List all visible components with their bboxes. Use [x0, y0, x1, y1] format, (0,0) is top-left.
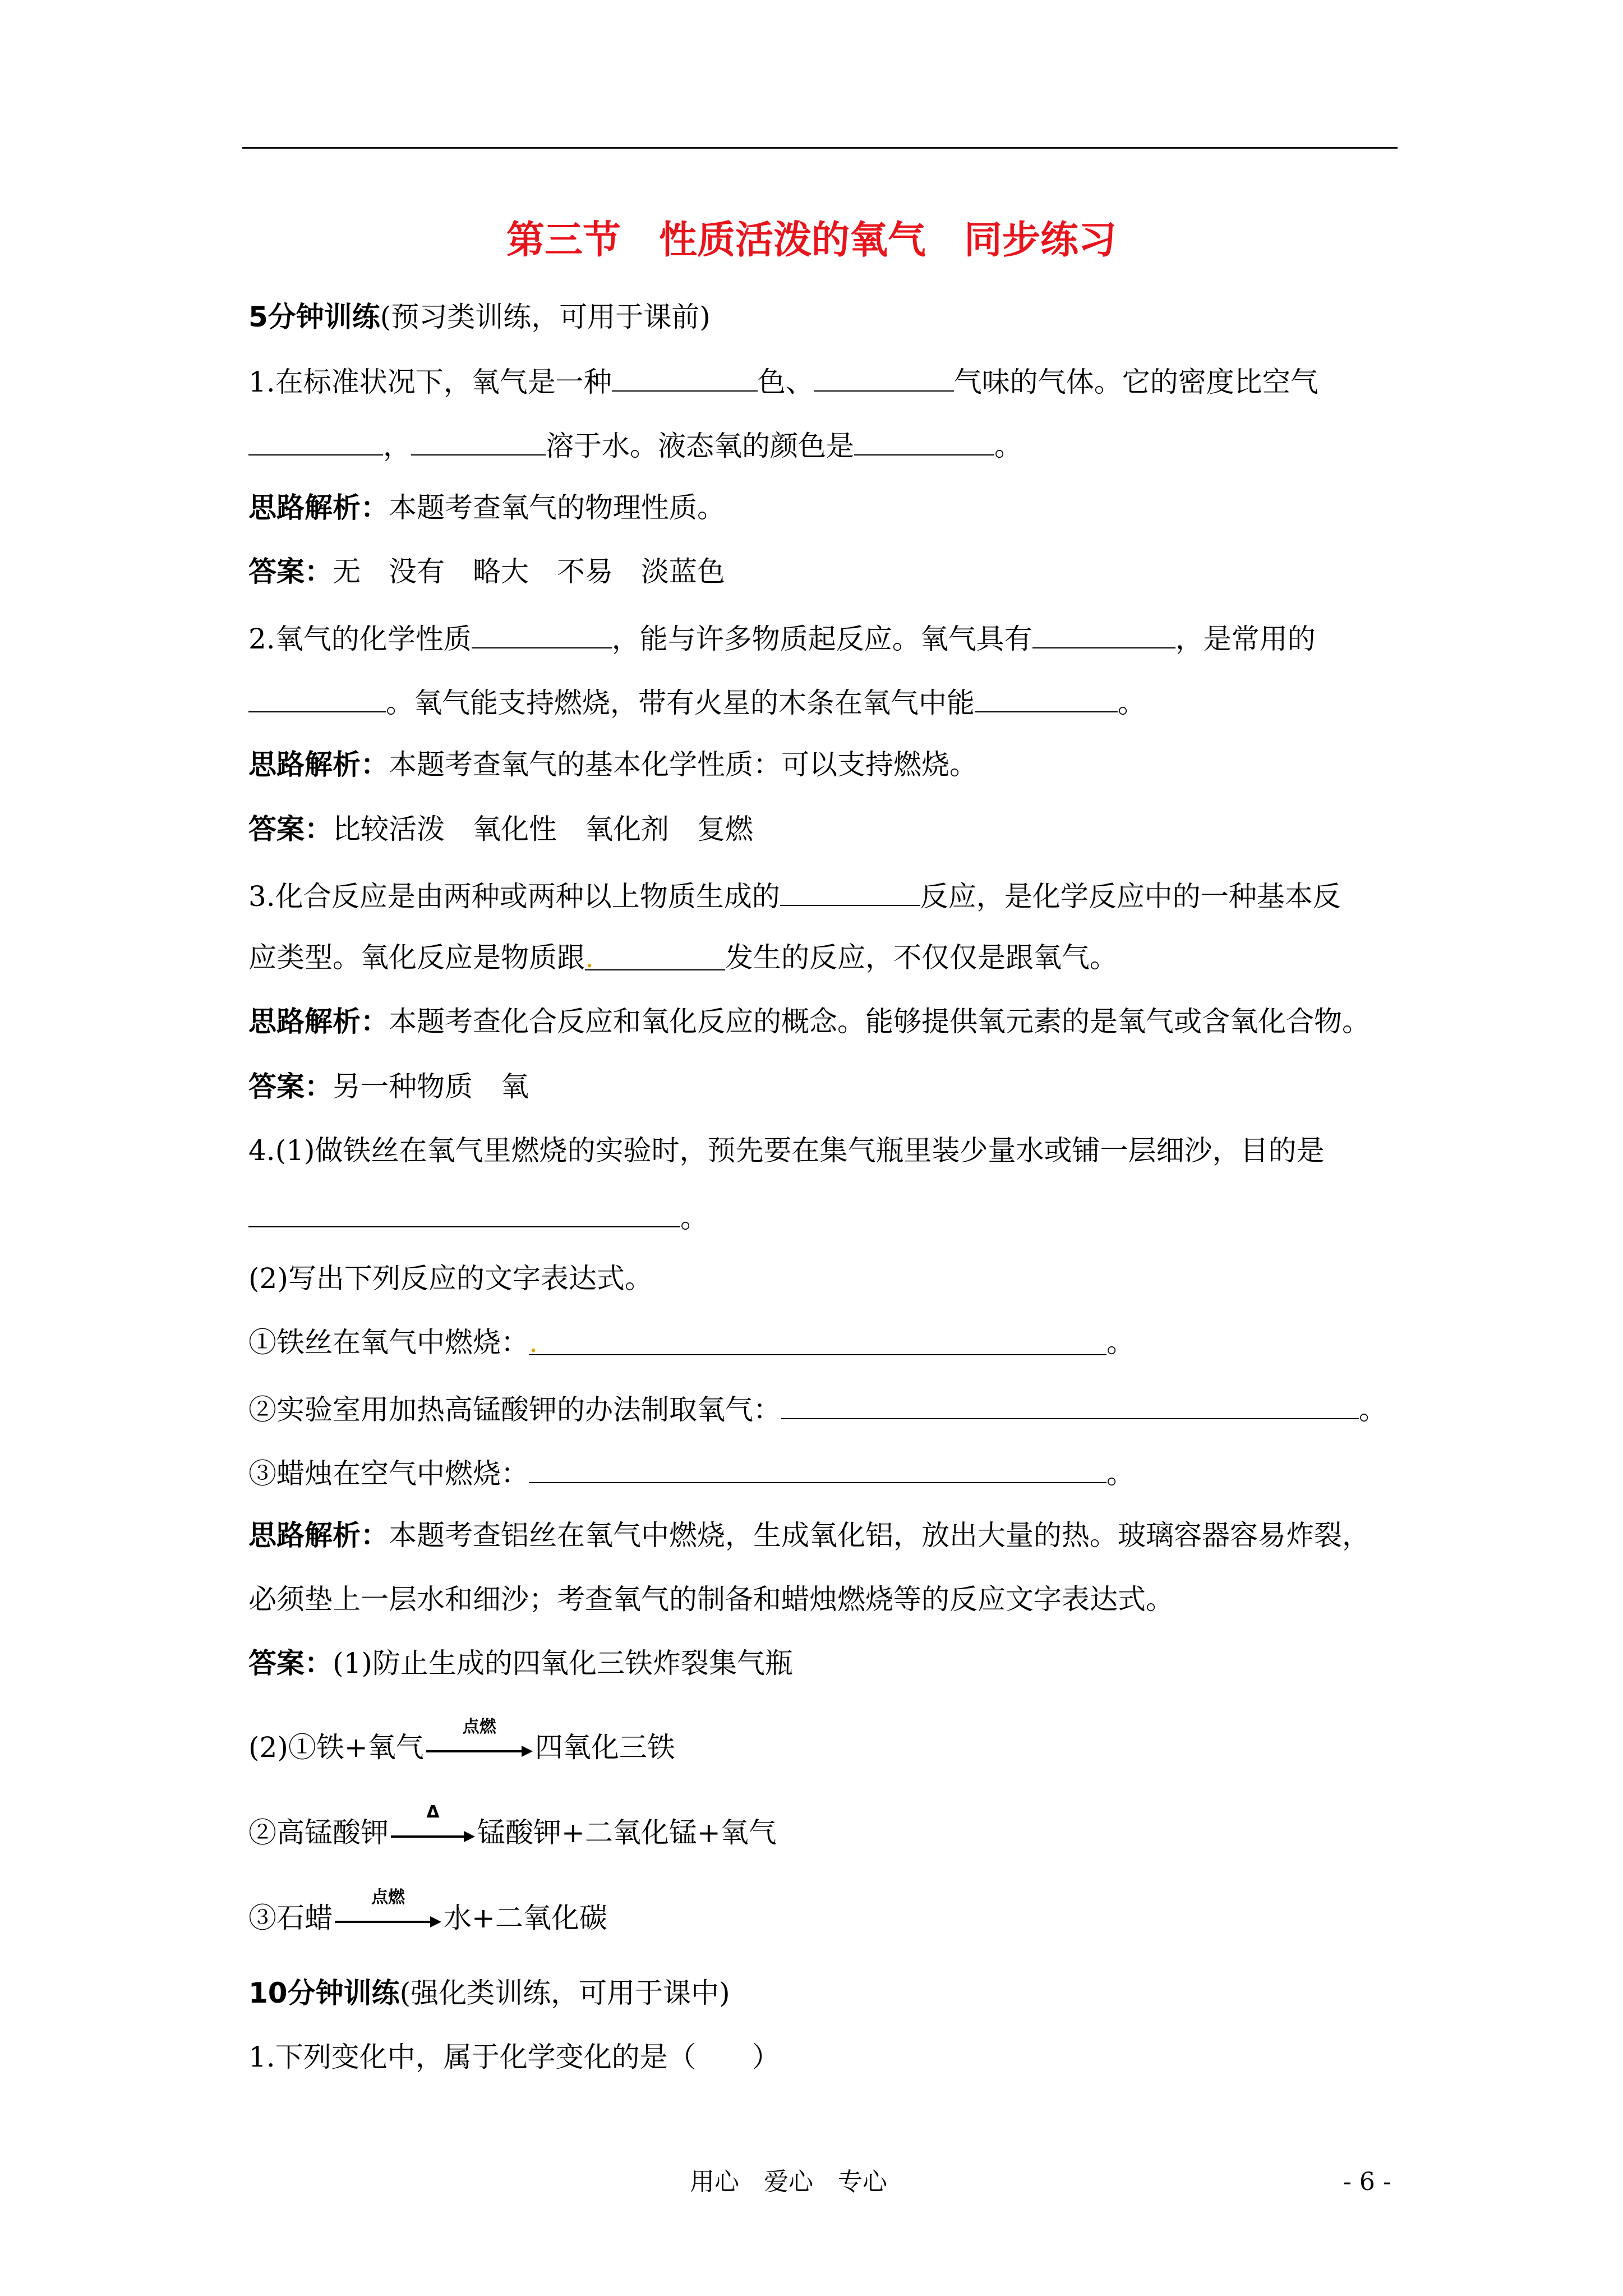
reaction-arrow: 点燃: [426, 1740, 533, 1757]
equation-2: ②高锰酸钾 Δ 锰酸钾+二氧化锰+氧气: [248, 1802, 777, 1849]
question-4-subpart-2: (2)写出下列反应的文字表达式。: [248, 1262, 653, 1295]
question-2-analysis: 思路解析：本题考查氧气的基本化学性质：可以支持燃烧。: [248, 748, 978, 781]
question-3-analysis: 思路解析：本题考查化合反应和氧化反应的概念。能够提供氧元素的是氧气或含氧化合物。: [248, 1005, 1370, 1038]
page-title: 第三节 性质活泼的氧气 同步练习: [506, 218, 1117, 263]
footer-motto: 用心 爱心 专心: [690, 2168, 887, 2196]
question-2-line-2: 。氧气能支持燃烧，带有火星的木条在氧气中能 。: [248, 680, 1146, 723]
question-4-line-1: 4.(1)做铁丝在氧气里燃烧的实验时，预先要在集气瓶里装少量水或铺一层细沙，目的是: [248, 1134, 1325, 1167]
question-4-item-3: ③蜡烛在空气中燃烧： 。: [248, 1451, 1135, 1493]
question-3-line-2: 应类型。氧化反应是物质跟. 发生的反应，不仅仅是跟氧气。: [248, 938, 1118, 977]
question-1-line-1: 1.在标准状况下，氧气是一种 色、 气味的气体。它的密度比空气: [248, 359, 1318, 402]
page-number: - 6 -: [1343, 2168, 1391, 2196]
question-3-line-1: 3.化合反应是由两种或两种以上物质生成的 反应，是化学反应中的一种基本反: [248, 873, 1341, 916]
section-heading-5min: 5分钟训练(预习类训练，可用于课前): [248, 301, 711, 333]
equation-1: (2)①铁+氧气 点燃 四氧化三铁: [248, 1717, 675, 1764]
question-4-item-1: ①铁丝在氧气中燃烧：. 。: [248, 1323, 1135, 1362]
question-1-line-2: ， 溶于水。液态氧的颜色是 。: [248, 423, 1022, 466]
header-rule: [242, 147, 1398, 149]
question-5: 1.下列变化中，属于化学变化的是（ ）: [248, 2041, 780, 2073]
question-4-item-2: ②实验室用加热高锰酸钾的办法制取氧气： 。: [248, 1387, 1387, 1429]
reaction-arrow: 点燃: [335, 1911, 441, 1927]
question-2-answer: 答案：比较活泼 氧化性 氧化剂 复燃: [248, 813, 753, 845]
reaction-arrow: Δ: [391, 1825, 475, 1842]
question-4-analysis-2: 必须垫上一层水和细沙；考查氧气的制备和蜡烛燃烧等的反应文字表达式。: [248, 1583, 1174, 1616]
equation-3: ③石蜡 点燃 水+二氧化碳: [248, 1888, 607, 1934]
section-heading-10min: 10分钟训练(强化类训练，可用于课中): [248, 1977, 730, 2009]
question-2-line-1: 2.氧气的化学性质 ，能与许多物质起反应。氧气具有 ，是常用的: [248, 616, 1316, 659]
question-1-answer: 答案：无 没有 略大 不易 淡蓝色: [248, 555, 725, 588]
question-4-line-2: 。: [248, 1195, 708, 1237]
question-4-answer-1: 答案：(1)防止生成的四氧化三铁炸裂集气瓶: [248, 1647, 793, 1680]
question-1-analysis: 思路解析：本题考查氧气的物理性质。: [248, 491, 725, 524]
question-4-analysis-1: 思路解析：本题考查铝丝在氧气中燃烧，生成氧化铝，放出大量的热。玻璃容器容易炸裂，: [248, 1519, 1370, 1552]
question-3-answer: 答案：另一种物质 氧: [248, 1070, 529, 1103]
